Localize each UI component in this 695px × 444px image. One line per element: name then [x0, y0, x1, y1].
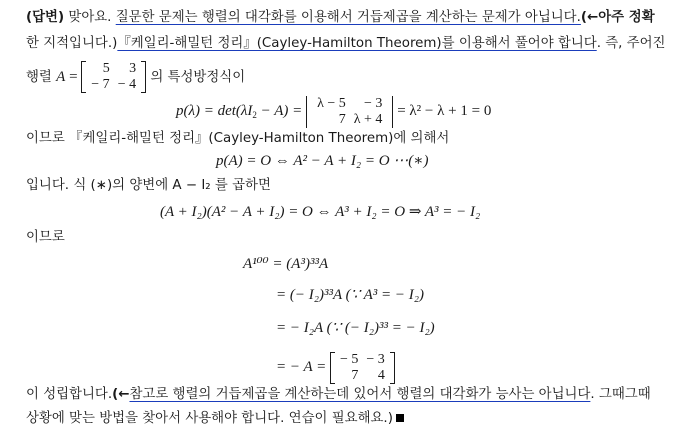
- char-eq-lhs: p(λ) = det(λI: [176, 103, 253, 119]
- closing-line-1: [26, 386, 651, 404]
- char-eq-intro: 의 특성방정식이: [150, 70, 246, 85]
- closing-text-1: 이 성립합니다.: [26, 387, 113, 402]
- underlined-statement-2: 『케일리-해밀턴 정리』(Cayley-Hamilton Theorem)를 이용해서 풀어야 합니다: [117, 36, 597, 51]
- matrix-symbol: A: [56, 69, 66, 85]
- closing-text-2: . 그때그때: [590, 387, 651, 402]
- cayley-hamilton-text: 이므로 『케일리-해밀턴 정리』(Cayley-Hamilton Theorem)에 의해서: [26, 131, 450, 146]
- answer-text-2: 한 지적입니다.): [26, 36, 118, 51]
- answer-text-3: . 즉, 주어진: [596, 36, 666, 51]
- therefore-line: [26, 229, 65, 247]
- result-matrix: − 5 − 3 7 4: [330, 352, 395, 384]
- char-eq-lhs-end: − A) =: [256, 103, 303, 119]
- answer-line-3: 행렬 A = 5 3 − 7 − 4 의 특성방정식이: [26, 61, 246, 92]
- answer-line-1: [26, 9, 655, 27]
- char-equation: $p(\lambda) = \det(\lambda I_2 - A)$ = λ − 5 − 3 7 λ + 4 = λ² − λ + 1 = 0: [176, 95, 492, 127]
- matrix-a: 5 3 − 7 − 4: [81, 61, 146, 93]
- answer-tag: (답변): [26, 10, 65, 25]
- therefore-text: 이므로: [26, 230, 65, 245]
- cayley-hamilton-eq: p(A) = O ⇔ A² − A + I₂ = O ⋯(∗): [216, 153, 429, 169]
- char-eq-rhs: = λ² − λ + 1 = 0: [397, 103, 492, 119]
- closing-text-3: 상황에 맞는 방법을 찾아서 사용해야 합니다. 연습이 필요해요.): [26, 411, 393, 426]
- cube-equation: (A + I₂)(A² − A + I₂) = O ⇔ A³ + I₂ = O ⇒ A³ = − I₂: [160, 204, 481, 220]
- derivation-line-4: [276, 350, 395, 384]
- derivation-line-3: = − I₂A (∵ (− I₂)³³ = − I₂): [276, 320, 435, 336]
- note-open: (←아주 정확: [580, 10, 655, 25]
- multiply-line: [26, 177, 271, 195]
- derivation-line-1: A¹⁰⁰ = (A³)³³A: [243, 256, 329, 272]
- answer-text-1: 맞아요.: [64, 10, 116, 25]
- closing-underline: 참고로 행렬의 거듭제곱을 계산하는데 있어서 행렬의 대각화가 능사는 아닙니다: [129, 387, 591, 402]
- determinant: λ − 5 − 3 7 λ + 4: [306, 96, 393, 128]
- answer-line-2: [26, 35, 666, 53]
- underlined-statement-1: 질문한 문제는 행렬의 대각화를 이용해서 거듭제곱을 계산하는 문제가 아닙니다.: [115, 10, 581, 25]
- end-mark-icon: [396, 414, 404, 422]
- closing-open: (←: [112, 387, 130, 402]
- closing-line-2: [26, 410, 404, 428]
- derivation-line-2: = (− I₂)³³A (∵ A³ = − I₂): [276, 287, 424, 303]
- matrix-intro: 행렬: [26, 70, 57, 85]
- derivation-line-4-text: = − A =: [276, 359, 327, 375]
- multiply-text: 입니다. 식 (∗)의 양변에 A − I₂ 를 곱하면: [26, 178, 271, 193]
- cayley-hamilton-line: [26, 130, 449, 148]
